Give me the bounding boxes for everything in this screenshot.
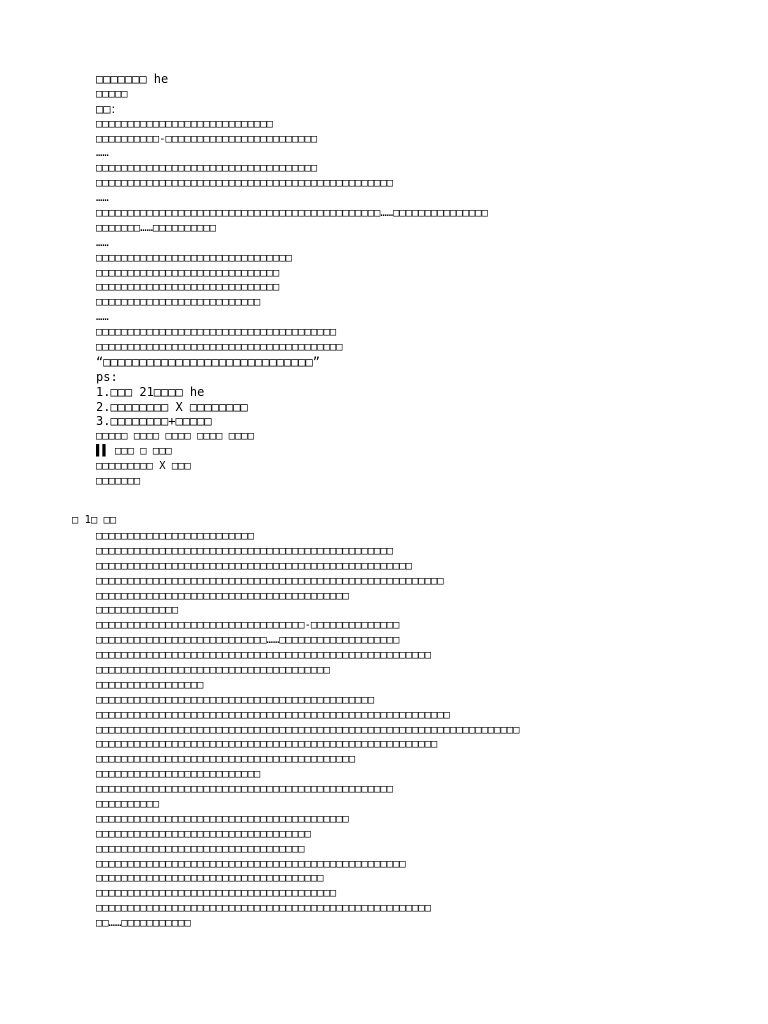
chapter-line: □□□□□□□□□□□□□□□□□□□□□□□□□□□□□□□□□□□□□□□□ — [96, 812, 349, 825]
intro-line: □□□□□□□□□□-□□□□□□□□□□□□□□□□□□□□□□□□ — [96, 132, 318, 145]
chapter-line: □□□□□□□□□□□□□□□□□□□□□□□□□□□□□□□□□□□□□□□□□□□□□□□□□ — [96, 857, 406, 870]
chapter-line: □□□□□□□□□□□□□□□□□□□□□□□□□□□□□□□□□□□□□□□□□□□□□□□□□□ — [96, 559, 413, 572]
intro-line: □□□□□□□ — [96, 475, 141, 488]
chapter-line: □□……□□□□□□□□□□□ — [96, 917, 191, 930]
intro-line: …… — [96, 147, 109, 160]
intro-section — [96, 72, 756, 489]
intro-line: □□□□□□□□□□□□□□□□□□□□□□□□□□□□□ — [96, 281, 280, 294]
intro-line: □□□□□ □□□□ □□□□ □□□□ □□□□ — [96, 430, 255, 443]
chapter-title: □ 1□ □□ — [72, 514, 117, 526]
intro-line: □□： — [96, 101, 123, 116]
chapter-line: □□□□□□□□□□□□□□□□□□□□□□□□□□□□□□□□□□□□□□□□□□□□□□□□□□□□□□□ — [96, 574, 444, 587]
intro-line: ps: — [96, 369, 118, 384]
intro-line: …… — [96, 311, 109, 324]
chapter-line: □□□□□□□□□□□□□□□□□□□□□□□□□□□□□□□□□□□□□□□□ — [96, 589, 349, 602]
chapter-line: □□□□□□□□□□□□□□□□□□□□□□□□□□□□□□□□□□□□□□□□□□□□□□□□□□□□□ — [96, 902, 432, 915]
chapter-line: □□□□□□□□□□□□□□□□□□□□□□□□□□□□□□□□□□□□ — [96, 872, 324, 885]
intro-line: □□□□□□□□□□□□□□□□□□□□□□□□□□□□□□□□□□□□□□□ — [96, 341, 343, 354]
intro-line: □□□□□□□□□□□□□□□□□□□□□□□□□□□□□ — [96, 266, 280, 279]
intro-line: ▌▌ □□□ □ □□□ — [96, 445, 172, 458]
intro-line: …… — [96, 236, 109, 249]
intro-line: □□□□□□□□□ X □□□ — [96, 460, 191, 473]
chapter-line: □□□□□□□□□□□□□□□□□□□□□□□□□□□……□□□□□□□□□□□□□□□□□□□ — [96, 634, 400, 647]
intro-line: □□□□□ — [96, 87, 128, 100]
chapter-line: □□□□□□□□□□□□□□□□□□□□□□□□□□ — [96, 768, 261, 781]
chapter-line: □□□□□□□□□□□□□ — [96, 604, 179, 617]
chapter-line: □□□□□□□□□□ — [96, 798, 160, 811]
intro-line: □□□□□□□□□□□□□□□□□□□□□□□□□□□□□□□□□□□□□□□□□□□□□……□□□□□□□□□□□□□□□ — [96, 207, 488, 220]
intro-line: 1.□□□ 21□□□□ he — [96, 384, 205, 399]
chapter-line: □□□□□□□□□□□□□□□□□□□□□□□□□□□□□□□□□□□□□□□□□ — [96, 753, 356, 766]
chapter-line: □□□□□□□□□□□□□□□□□□□□□□□□□□□□□□□□□ — [96, 842, 305, 855]
chapter-line: □□□□□□□□□□□□□□□□□□□□□□□□□□□□□□□□□□□□□□□□□□□□□□□ — [96, 783, 394, 796]
chapter-line: □□□□□□□□□□□□□□□□□□□□□□□□□□□□□□□□□□□□□□□□□□□□□□□□□□□□□□□□□□□□□□□□□□□ — [96, 723, 520, 736]
chapter-line: □□□□□□□□□□□□□□□□□□□□□□□□□□□□□□□□□□ — [96, 827, 311, 840]
chapter-line: □□□□□□□□□□□□□□□□□□□□□□□□□□□□□□□□□-□□□□□□□□□□□□□□ — [96, 619, 400, 632]
intro-line: □□□□□□□□□□□□□□□□□□□□□□□□□□□□□□□□□□□□□□ — [96, 326, 337, 339]
intro-line: □□□□□□□□□□□□□□□□□□□□□□□□□□ — [96, 296, 261, 309]
chapter-line: □□□□□□□□□□□□□□□□□□□□□□□□□□□□□□□□□□□□□□ — [96, 887, 337, 900]
intro-line: □□□□□□□□□□□□□□□□□□□□□□□□□□□□□□□□□□□ — [96, 162, 318, 175]
intro-line: □□□□□□□□□□□□□□□□□□□□□□□□□□□□□□□□□□□□□□□□□□□□□□□ — [96, 177, 394, 190]
chapter-body — [96, 529, 756, 931]
chapter-line: □□□□□□□□□□□□□□□□□□□□□□□□□ — [96, 530, 255, 542]
intro-line: □□□□□□□□□□□□□□□□□□□□□□□□□□□□□□□ — [96, 251, 292, 264]
chapter-line: □□□□□□□□□□□□□□□□□ — [96, 678, 204, 691]
chapter-line: □□□□□□□□□□□□□□□□□□□□□□□□□□□□□□□□□□□□□ — [96, 664, 330, 677]
intro-line: □□□□□□□□□□□□□□□□□□□□□□□□□□□□ — [96, 117, 274, 130]
intro-line: “□□□□□□□□□□□□□□□□□□□□□□□□□□□□□” — [96, 354, 320, 369]
intro-line: □□□□□□□……□□□□□□□□□□ — [96, 221, 217, 234]
intro-line: □□□□□□□ he — [96, 72, 169, 86]
chapter-line: □□□□□□□□□□□□□□□□□□□□□□□□□□□□□□□□□□□□□□□□□□□□□□□ — [96, 544, 394, 557]
chapter-line: □□□□□□□□□□□□□□□□□□□□□□□□□□□□□□□□□□□□□□□□□□□□ — [96, 693, 375, 706]
chapter-line: □□□□□□□□□□□□□□□□□□□□□□□□□□□□□□□□□□□□□□□□□□□□□□□□□□□□□□ — [96, 738, 438, 751]
intro-line: …… — [96, 192, 109, 205]
chapter-line: □□□□□□□□□□□□□□□□□□□□□□□□□□□□□□□□□□□□□□□□□□□□□□□□□□□□□□□□ — [96, 708, 451, 721]
chapter-line: □□□□□□□□□□□□□□□□□□□□□□□□□□□□□□□□□□□□□□□□□□□□□□□□□□□□□ — [96, 649, 432, 662]
intro-line: 2.□□□□□□□□ X □□□□□□□□ — [96, 399, 248, 414]
intro-line: 3.□□□□□□□□+□□□□□ — [96, 414, 212, 429]
